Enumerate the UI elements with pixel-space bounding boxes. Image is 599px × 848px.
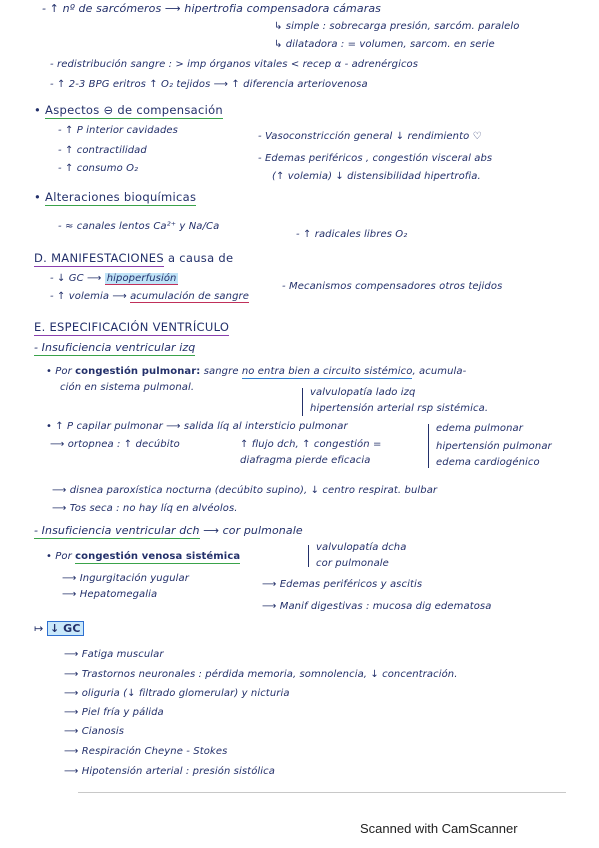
note-text: • Por	[46, 366, 72, 377]
note-line: ⟶ ortopnea : ↑ decúbito	[50, 439, 180, 450]
note-line: - Vasoconstricción general ↓ rendimiento ♡	[258, 131, 482, 142]
note-line: ↑ flujo dch, ↑ congestión =	[240, 439, 382, 450]
note-line: hipertensión pulmonar	[436, 441, 552, 452]
note-line: ⟶ Respiración Cheyne - Stokes	[64, 746, 228, 757]
subsection-heading	[34, 622, 84, 636]
brace	[428, 424, 429, 468]
note-line	[50, 272, 178, 286]
note-line: - ≈ canales lentos Ca²⁺ y Na/Ca	[58, 221, 220, 232]
section-heading	[34, 251, 233, 265]
highlight-text: acumulación de sangre	[130, 291, 249, 302]
note-line: ↳ simple : sobrecarga presión, sarcóm. paralelo	[274, 21, 520, 32]
note-line	[46, 550, 240, 564]
note-line: ⟶ Piel fría y pálida	[64, 707, 164, 718]
divider	[78, 792, 566, 793]
insuf-dch-tail: ⟶ cor pulmonale	[203, 524, 303, 537]
note-line: ⟶ oliguria (↓ filtrado glomerular) y nicturia	[64, 688, 290, 699]
brace	[308, 545, 309, 567]
note-line: ⟶ Cianosis	[64, 726, 125, 737]
note-underlined: no entra bien a circuito sistémico	[241, 366, 413, 377]
note-line: - ↑ 2-3 BPG eritros ↑ O₂ tejidos ⟶ ↑ diferencia arteriovenosa	[50, 79, 368, 90]
manifestaciones-heading: D. MANIFESTACIONES	[34, 251, 164, 265]
note-line	[50, 290, 249, 304]
insuf-dch-heading: - Insuficiencia ventricular dch	[34, 524, 200, 537]
note-line: • ↑ P capilar pulmonar ⟶ salida líq al intersticio pulmonar	[46, 421, 348, 432]
note-line: ⟶ Ingurgitación yugular	[62, 573, 189, 584]
note-line: - Edemas periféricos , congestión visceral abs	[258, 153, 493, 164]
manifestaciones-tail: a causa de	[167, 251, 234, 265]
note-emphasis: congestión venosa sistémica	[75, 551, 241, 562]
section-heading: • Aspectos ⊖ de compensación	[34, 103, 224, 117]
note-line	[46, 365, 466, 379]
note-line: ⟶ disnea paroxística nocturna (decúbito supino), ↓ centro respirat. bulbar	[52, 485, 438, 496]
note-line: - redistribución sangre : > imp órganos vitales < recep α - adrenérgicos	[50, 59, 419, 70]
highlight-text: hipoperfusión	[106, 273, 177, 284]
note-line: (↑ volemia) ↓ distensibilidad hipertrofia.	[272, 171, 481, 182]
note-text: sangre	[203, 366, 239, 377]
note-line: edema cardiogénico	[436, 457, 540, 468]
section-heading	[34, 320, 229, 334]
subsection-heading	[34, 524, 303, 538]
alteraciones-heading: Alteraciones bioquímicas	[45, 190, 197, 204]
note-text: - ↑ volemia ⟶	[50, 291, 127, 302]
aspectos-heading: Aspectos ⊖ de compensación	[45, 103, 224, 117]
note-line: - Mecanismos compensadores otros tejidos	[282, 281, 503, 292]
note-line: cor pulmonale	[316, 558, 389, 569]
especificacion-heading: E. ESPECIFICACIÓN VENTRÍCULO	[34, 320, 230, 334]
note-line: valvulopatía dcha	[316, 542, 407, 553]
note-line: ⟶ Fatiga muscular	[64, 649, 164, 660]
insuf-izq-heading: - Insuficiencia ventricular izq	[34, 341, 196, 354]
gc-arrow: ↦	[34, 622, 44, 635]
note-line: - ↑ nº de sarcómeros ⟶ hipertrofia compensadora cámaras	[42, 2, 382, 15]
note-emphasis: congestión pulmonar:	[75, 366, 201, 377]
note-line: edema pulmonar	[436, 423, 524, 434]
note-line: - ↑ consumo O₂	[58, 163, 139, 174]
note-line: diafragma pierde eficacia	[240, 455, 371, 466]
gc-heading: ↓ GC	[47, 621, 84, 636]
subsection-heading	[34, 341, 195, 355]
note-line: valvulopatía lado izq	[310, 387, 416, 398]
note-text: • Por	[46, 551, 72, 562]
note-text: , acumula-	[412, 366, 467, 377]
note-line: ⟶ Manif digestivas : mucosa dig edematosa	[262, 601, 492, 612]
note-line: hipertensión arterial rsp sistémica.	[310, 403, 489, 414]
note-line: ⟶ Hepatomegalia	[62, 589, 158, 600]
note-line: ⟶ Hipotensión arterial : presión sistólica	[64, 766, 276, 777]
brace	[302, 388, 303, 416]
note-line: ↳ dilatadora : = volumen, sarcom. en serie	[274, 39, 495, 50]
section-heading: • Alteraciones bioquímicas	[34, 190, 197, 204]
scanner-watermark: Scanned with CamScanner	[360, 821, 518, 836]
note-line: ⟶ Edemas periféricos y ascitis	[262, 579, 423, 590]
note-line: - ↑ radicales libres O₂	[296, 229, 408, 240]
note-line: ción en sistema pulmonal.	[60, 382, 195, 393]
note-line: - ↑ contractilidad	[58, 145, 147, 156]
note-line: ⟶ Tos seca : no hay líq en alvéolos.	[52, 503, 238, 514]
note-line: - ↑ P interior cavidades	[58, 125, 178, 136]
note-text: - ↓ GC ⟶	[50, 273, 102, 284]
note-line: ⟶ Trastornos neuronales : pérdida memoria, somnolencia, ↓ concentración.	[64, 669, 458, 680]
